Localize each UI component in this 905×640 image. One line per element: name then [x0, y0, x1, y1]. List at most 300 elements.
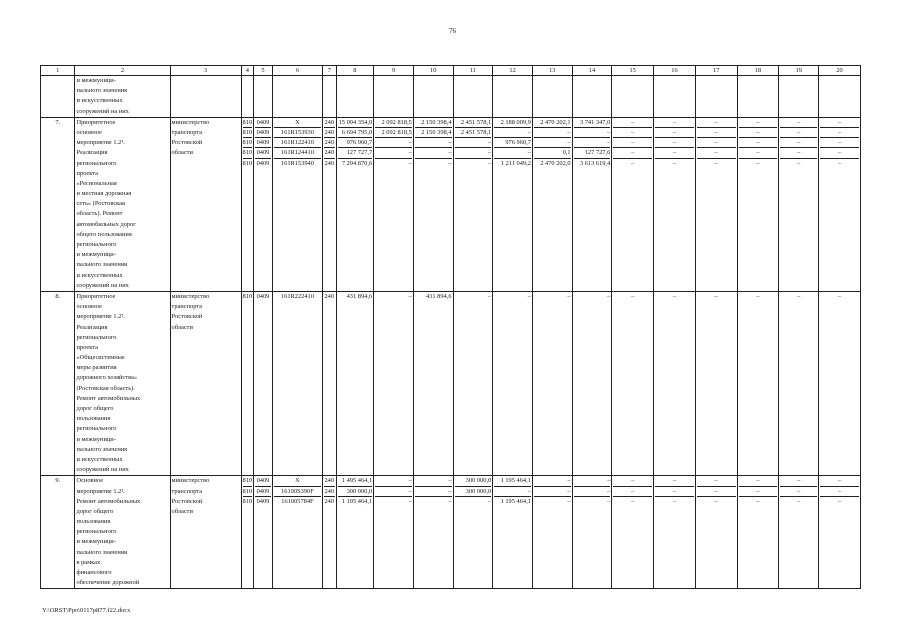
value-line: Х	[274, 476, 321, 486]
value-line: –	[631, 159, 635, 167]
value-line: 240	[324, 292, 335, 300]
activity-name-line: и искусственных	[76, 455, 123, 463]
value-line: 1 195 464,1	[341, 497, 373, 505]
value-line: –	[797, 159, 801, 167]
value-line: –	[780, 118, 817, 128]
value-line: –	[415, 476, 452, 486]
activity-name	[75, 76, 170, 118]
value-line: –	[780, 476, 817, 486]
value-line: –	[820, 148, 859, 158]
value-line: 2 150 398,4	[415, 118, 452, 128]
activity-name-line: пального значения	[76, 445, 128, 453]
value-cell-col12	[493, 117, 533, 291]
activity-name	[75, 117, 170, 291]
value-cell-col6	[272, 291, 322, 475]
value-line: 161R222410	[280, 292, 314, 300]
value-cell-col19	[779, 476, 819, 589]
value-cell-col17	[695, 117, 737, 291]
value-line: –	[739, 148, 778, 158]
column-header: 2	[75, 66, 170, 76]
column-header: 10	[413, 66, 453, 76]
value-cell-col8	[336, 117, 374, 291]
value-line: –	[415, 148, 452, 158]
column-header: 1	[41, 66, 75, 76]
value-line: 240	[324, 487, 335, 497]
value-line: –	[655, 148, 694, 158]
value-line: 2 092 818,5	[375, 118, 412, 128]
value-line: –	[837, 159, 842, 167]
value-cell-col17	[695, 291, 737, 475]
value-line: 1 195 464,1	[500, 497, 531, 505]
executor	[170, 291, 241, 475]
empty-cell	[572, 76, 612, 118]
value-cell-col11	[453, 117, 493, 291]
value-line: –	[780, 148, 817, 158]
value-cell-col5	[254, 476, 273, 589]
activity-name-line: Ремонт автомобильных	[76, 497, 141, 505]
budget-table	[40, 65, 861, 589]
row-number: 9.	[41, 476, 75, 589]
activity-name-line: пального значения	[76, 87, 128, 95]
row-number: 7.	[41, 117, 75, 291]
value-line: –	[655, 476, 694, 486]
activity-name-line: и межмуници-	[76, 251, 116, 259]
value-line: –	[567, 497, 571, 505]
value-line: 161R124410	[274, 148, 321, 158]
value-cell-col11	[453, 291, 493, 475]
column-header: 6	[272, 66, 322, 76]
value-line: –	[631, 497, 635, 505]
column-header: 11	[453, 66, 493, 76]
column-header: 9	[374, 66, 414, 76]
value-line: –	[488, 159, 492, 167]
value-cell-col12	[493, 476, 533, 589]
executor-line: области	[171, 507, 193, 515]
value-line: 240	[324, 497, 335, 505]
value-line: 2 092 818,5	[375, 128, 412, 138]
activity-name-line: мероприятие 1.2³.	[76, 487, 125, 495]
executor-line: Ростовской	[171, 139, 203, 147]
value-cell-col10	[413, 476, 453, 589]
value-cell-col5	[254, 291, 273, 475]
value-line: –	[756, 497, 760, 505]
header-row	[41, 66, 861, 76]
value-line: 810	[243, 476, 253, 486]
value-line: 2 470 202,1	[534, 118, 571, 128]
activity-name-line: и искусственных	[76, 271, 123, 279]
activity-name-line: основное	[76, 128, 102, 136]
value-line: –	[375, 138, 412, 148]
value-cell-col7	[323, 476, 337, 589]
column-header: 15	[612, 66, 654, 76]
activity-name-line: регионального	[76, 528, 117, 536]
value-line: –	[488, 292, 492, 300]
value-cell-col9	[374, 117, 414, 291]
activity-name-line: «Общесистемные	[76, 354, 125, 362]
value-line: –	[574, 487, 611, 497]
column-header: 19	[779, 66, 819, 76]
column-header: 8	[336, 66, 374, 76]
empty-cell	[493, 76, 533, 118]
empty-cell	[413, 76, 453, 118]
value-line: –	[494, 148, 531, 158]
value-line: –	[697, 138, 736, 148]
value-line: –	[739, 476, 778, 486]
value-line: –	[375, 476, 412, 486]
column-header: 12	[493, 66, 533, 76]
value-line: 161005784F	[281, 497, 314, 505]
value-line: 1 495 464,1	[338, 476, 373, 486]
value-line: 2 451 578,1	[455, 128, 492, 138]
value-line: –	[837, 497, 842, 505]
value-line: –	[739, 118, 778, 128]
value-cell-col13	[532, 291, 572, 475]
value-cell-col14	[572, 117, 612, 291]
executor-line: министерство	[171, 118, 210, 126]
activity-name-line: Реализация	[76, 149, 108, 157]
value-line: 810	[242, 292, 253, 300]
table-row	[41, 291, 861, 475]
value-line: –	[415, 487, 452, 497]
value-cell-col15	[612, 117, 654, 291]
value-cell-col6	[272, 117, 322, 291]
value-cell-col20	[819, 117, 861, 291]
value-line: 127 727,6	[574, 148, 611, 158]
activity-name-line: сооружений на них	[76, 107, 129, 115]
executor	[170, 117, 241, 291]
empty-cell	[737, 76, 779, 118]
activity-name-line: регионального	[76, 159, 117, 167]
value-cell-col19	[779, 117, 819, 291]
value-line: –	[820, 487, 859, 497]
value-line: –	[408, 497, 412, 505]
value-line: 240	[324, 476, 335, 486]
value-cell-col13	[532, 117, 572, 291]
value-cell-col6	[272, 476, 322, 589]
value-cell-col16	[654, 476, 696, 589]
value-line: 240	[324, 128, 335, 138]
column-header: 16	[654, 66, 696, 76]
value-cell-col18	[737, 117, 779, 291]
value-line: 2 188 009,9	[494, 118, 531, 128]
activity-name-line: «Региональная	[76, 179, 117, 187]
executor-line: транспорта	[171, 128, 203, 136]
activity-name	[75, 476, 170, 589]
value-line: –	[780, 128, 817, 138]
value-cell-col16	[654, 117, 696, 291]
value-cell-col20	[819, 291, 861, 475]
value-line: –	[655, 128, 694, 138]
value-line: –	[820, 118, 859, 128]
value-line: –	[820, 138, 859, 148]
value-line: –	[527, 292, 531, 300]
activity-name-line: Приоритетное	[76, 118, 116, 126]
empty-cell	[323, 76, 337, 118]
value-line: –	[714, 292, 718, 300]
value-line: –	[739, 487, 778, 497]
value-line: –	[797, 497, 801, 505]
column-header: 18	[737, 66, 779, 76]
value-line: 810	[243, 148, 253, 158]
value-line: 3 741 347,0	[574, 118, 611, 128]
value-line: 810	[243, 487, 253, 497]
value-cell-col14	[572, 291, 612, 475]
value-line: –	[574, 476, 611, 486]
value-line: 0409	[255, 148, 271, 158]
value-line: 161R153930	[274, 128, 321, 138]
value-line: 240	[324, 138, 335, 148]
value-line: –	[739, 128, 778, 138]
activity-name-line: область). Ремонт	[76, 210, 123, 218]
executor-line: транспорта	[171, 487, 203, 495]
value-line: 976 960,7	[494, 138, 531, 148]
value-line: –	[448, 497, 452, 505]
value-line: 300 000,0	[338, 487, 373, 497]
activity-name-line: регионального	[76, 241, 117, 248]
value-line: –	[494, 487, 531, 497]
value-line: 300 000,0	[455, 487, 492, 497]
activity-name-line: мероприятие 1.2¹.	[76, 139, 125, 147]
executor-line: министерство	[171, 292, 210, 300]
value-line: 810	[243, 128, 253, 138]
value-cell-col15	[612, 476, 654, 589]
value-line: –	[375, 148, 412, 158]
value-cell-col4	[241, 117, 254, 291]
row-number: 8.	[41, 291, 75, 475]
value-line: 810	[242, 159, 253, 167]
activity-name-line: и межмуници-	[76, 77, 116, 84]
activity-name-line: Ремонт автомобильных	[76, 394, 141, 402]
value-cell-col7	[323, 291, 337, 475]
value-line: 240	[324, 148, 335, 158]
activity-name-line: в рамках	[76, 558, 101, 566]
value-line: –	[714, 497, 718, 505]
value-line: –	[574, 138, 611, 148]
empty-cell	[374, 76, 414, 118]
activity-name-line: (Ростовская область).	[76, 384, 135, 392]
table-row-continuation	[41, 76, 861, 118]
activity-name-line: финансового	[76, 569, 112, 576]
value-line: 2 451 578,1	[455, 118, 492, 128]
empty-cell	[336, 76, 374, 118]
executor-line: области	[171, 323, 193, 331]
value-line: –	[613, 148, 652, 158]
value-line: –	[448, 159, 452, 167]
value-line: –	[534, 476, 571, 486]
activity-name-line: проекта	[76, 343, 98, 351]
activity-name-line: пального значения	[76, 548, 128, 556]
empty-cell	[241, 76, 254, 118]
column-header: 3	[170, 66, 241, 76]
value-line: –	[655, 118, 694, 128]
value-line: –	[655, 487, 694, 497]
value-line: –	[655, 138, 694, 148]
column-header: 13	[532, 66, 572, 76]
activity-name-line: автомобильных дорог	[76, 220, 136, 228]
activity-name-line: сооружений на них	[76, 281, 129, 289]
value-line: –	[697, 128, 736, 138]
activity-name-line: мероприятие 1.2².	[76, 313, 125, 321]
value-line: –	[534, 128, 571, 138]
value-line: –	[613, 128, 652, 138]
value-line: 1 195 464,1	[494, 476, 531, 486]
column-header: 17	[695, 66, 737, 76]
activity-name-line: меры развития	[76, 364, 117, 372]
value-cell-col10	[413, 291, 453, 475]
executor-line: области	[171, 149, 193, 157]
value-line: –	[574, 128, 611, 138]
column-header: 4	[241, 66, 254, 76]
activity-name-line: дорожного хозяйства»	[76, 374, 138, 382]
value-line: –	[613, 138, 652, 148]
value-line: 1 211 049,2	[500, 159, 531, 167]
activity-name-line: Приоритетное	[76, 292, 116, 300]
value-line: 0409	[256, 159, 270, 167]
value-line: –	[494, 128, 531, 138]
value-line: –	[739, 138, 778, 148]
column-header: 7	[323, 66, 337, 76]
page-number: 76	[449, 27, 456, 35]
value-line: 16100S390F	[274, 487, 321, 497]
value-line: 2 150 398,4	[415, 128, 452, 138]
value-line: –	[534, 487, 571, 497]
empty-cell	[819, 76, 861, 118]
activity-name-line: регионального	[76, 425, 117, 433]
value-cell-col17	[695, 476, 737, 589]
value-line: –	[613, 118, 652, 128]
value-line: 3 613 619,4	[579, 159, 611, 167]
value-line: –	[780, 487, 817, 497]
value-line: –	[408, 159, 412, 167]
footer-path: Y:\ORST\Ppo\0117p877.f22.docx	[42, 607, 131, 614]
value-cell-col12	[493, 291, 533, 475]
activity-name-line: сеть» (Ростовская	[76, 200, 125, 208]
column-header: 14	[572, 66, 612, 76]
value-line: –	[697, 148, 736, 158]
value-line: 15 094 354,0	[338, 118, 373, 128]
activity-name	[75, 291, 170, 475]
value-line: –	[780, 138, 817, 148]
value-line: –	[797, 292, 801, 300]
value-line: 127 727,7	[338, 148, 373, 158]
activity-name-line: регионального	[76, 333, 117, 341]
activity-name-line: пользования	[76, 415, 111, 423]
executor-line: Ростовской	[171, 497, 203, 505]
executor-line: министерство	[171, 477, 210, 485]
value-line: –	[455, 148, 492, 158]
executor	[170, 476, 241, 589]
activity-name-line: дорог общего	[76, 507, 114, 515]
value-line: –	[820, 128, 859, 138]
empty-cell	[254, 76, 273, 118]
value-line: 810	[243, 138, 253, 148]
value-line: –	[631, 292, 635, 300]
value-cell-col7	[323, 117, 337, 291]
value-line: –	[756, 159, 760, 167]
value-line: –	[697, 476, 736, 486]
value-line: 976 960,7	[338, 138, 373, 148]
value-line: –	[756, 292, 760, 300]
executor-line: Ростовской	[171, 313, 203, 321]
value-line: –	[613, 487, 652, 497]
value-line: 6 694 795,0	[338, 128, 373, 138]
value-line: –	[607, 497, 611, 505]
table-row	[41, 476, 861, 589]
value-cell-col10	[413, 117, 453, 291]
empty-cell	[612, 76, 654, 118]
value-line: 0409	[255, 138, 271, 148]
activity-name-line: пального значения	[76, 261, 128, 269]
value-line: –	[567, 292, 571, 300]
activity-name-line: общего пользования	[76, 230, 132, 238]
value-line: –	[672, 292, 677, 300]
value-line: 431 894,6	[425, 292, 452, 300]
value-line: –	[672, 497, 677, 505]
empty-cell	[532, 76, 572, 118]
value-cell-col14	[572, 476, 612, 589]
value-cell-col9	[374, 291, 414, 475]
value-line: –	[820, 476, 859, 486]
empty-cell	[272, 76, 322, 118]
activity-name-line: и искусственных	[76, 97, 123, 105]
empty-cell	[695, 76, 737, 118]
empty-cell	[453, 76, 493, 118]
value-line: 300 000,0	[455, 476, 492, 486]
value-line: 0409	[256, 292, 270, 300]
value-line: 0409	[255, 118, 271, 128]
value-line: 161R153940	[280, 159, 314, 167]
value-line: 810	[242, 497, 253, 505]
value-cell-col19	[779, 291, 819, 475]
activity-name-line: и местная дорожная	[76, 190, 132, 198]
value-cell-col9	[374, 476, 414, 589]
value-cell-col13	[532, 476, 572, 589]
value-cell-col4	[241, 291, 254, 475]
value-line: 161R122410	[274, 138, 321, 148]
value-line: 240	[324, 118, 335, 128]
value-cell-col15	[612, 291, 654, 475]
value-line: –	[375, 487, 412, 497]
value-line: 431 894,6	[346, 292, 373, 300]
activity-name-line: Реализация	[76, 323, 108, 331]
activity-name-line: сооружений на них	[76, 466, 129, 474]
value-cell-col18	[737, 291, 779, 475]
value-line: –	[672, 159, 677, 167]
activity-name-line: дорог общего	[76, 405, 114, 412]
empty-cell	[779, 76, 819, 118]
value-line: 810	[243, 118, 253, 128]
executor-line: транспорта	[171, 303, 203, 311]
row-number	[41, 76, 75, 118]
value-line: 0409	[255, 487, 271, 497]
value-line: –	[837, 292, 842, 300]
value-line: 2 470 202,0	[540, 159, 571, 167]
column-header: 20	[819, 66, 861, 76]
value-line: 0409	[255, 128, 271, 138]
value-line: 7 294 870,6	[341, 159, 373, 167]
activity-name-line: обеспечение дорожной	[76, 579, 140, 587]
value-line: Х	[274, 118, 321, 128]
value-line: –	[534, 138, 571, 148]
column-header: 5	[254, 66, 273, 76]
activity-name-line: и межмуници-	[76, 538, 116, 546]
value-line: –	[455, 138, 492, 148]
empty-cell	[654, 76, 696, 118]
value-line: 240	[324, 159, 335, 167]
activity-name-line: Основное	[76, 477, 104, 485]
value-line: –	[415, 138, 452, 148]
value-cell-col8	[336, 291, 374, 475]
